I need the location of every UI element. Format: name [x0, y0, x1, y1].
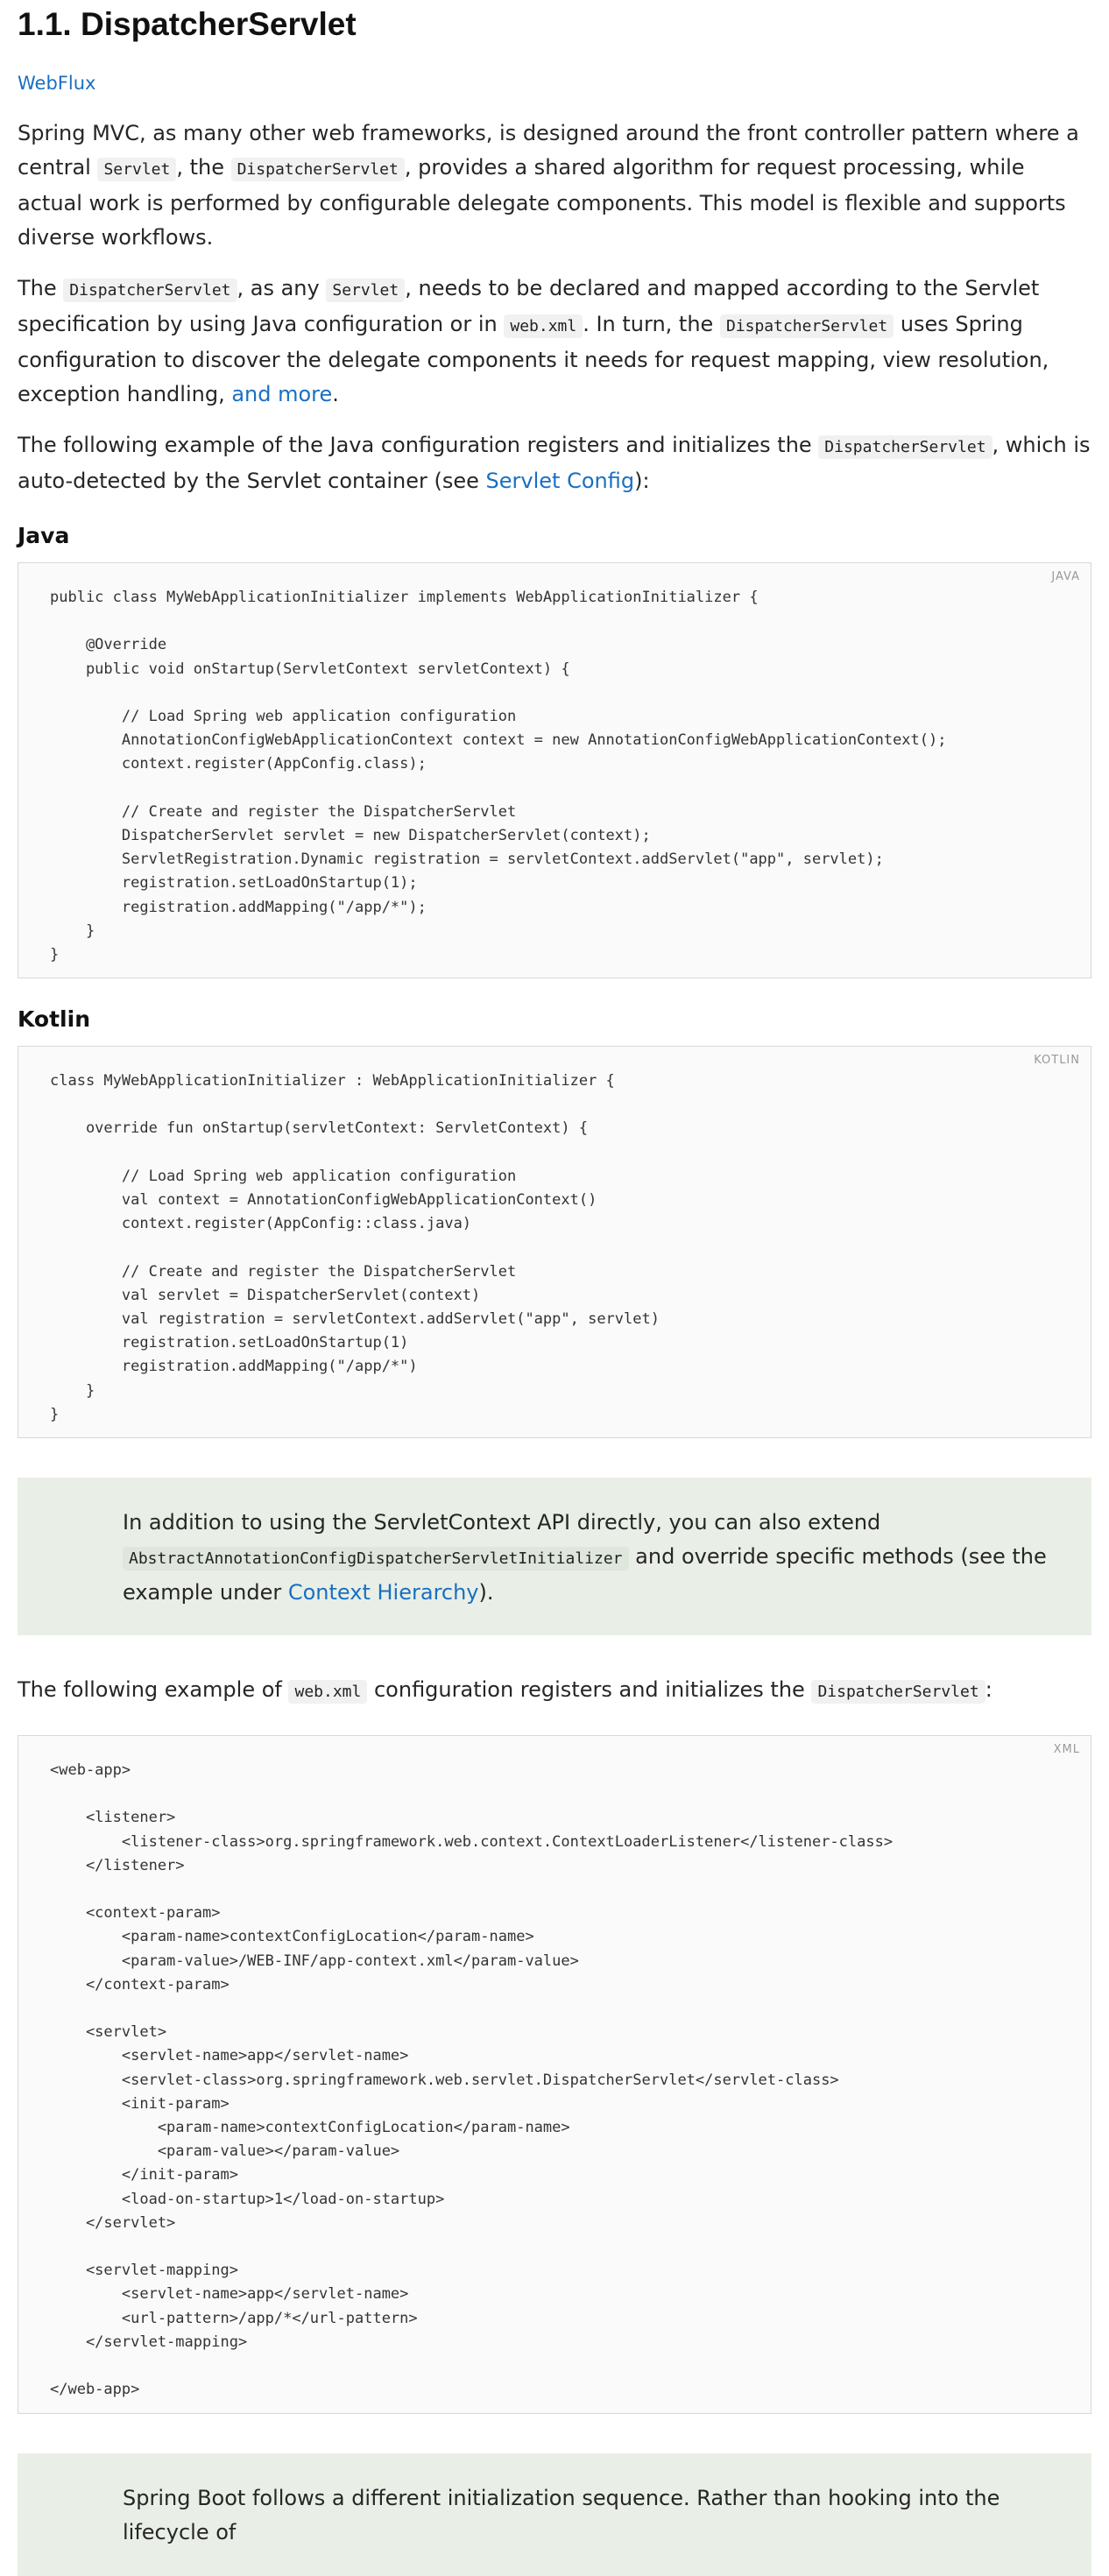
- text: Spring MVC, as many other web frameworks, is designed around the front controller pattern where a central: [18, 121, 1079, 180]
- and-more-link[interactable]: and more: [231, 382, 333, 406]
- intro-paragraph: [18, 116, 1091, 255]
- text: .: [332, 382, 339, 406]
- inline-code: Servlet: [97, 158, 176, 181]
- inline-code: DispatcherServlet: [818, 435, 992, 459]
- text: . In turn, the: [583, 312, 720, 336]
- java-heading: Java: [18, 523, 70, 548]
- text: :: [985, 1677, 992, 1702]
- inline-code: AbstractAnnotationConfigDispatcherServletInitializer: [123, 1547, 629, 1570]
- code-listing: public class MyWebApplicationInitializer implements WebApplicationInitializer { @Override public void onStartup(ServletContext servletContext) { // Load Spring web application configuration AnnotationConfigWebApplicationContext context = new AnnotationConfigWebApplicationContext(); context.register(AppConfig.class); // Create and register the DispatcherServlet DispatcherServlet servlet = new DispatcherServlet(context); ServletRegistration.Dynamic registration = servletContext.addServlet("app", servlet); registration.setLoadOnStartup(1); registration.addMapping("/app/*"); } }: [50, 589, 947, 964]
- web-xml-paragraph: [18, 1673, 1091, 1709]
- text: The following example of: [18, 1677, 289, 1702]
- text: , as any: [237, 276, 327, 300]
- inline-code: DispatcherServlet: [63, 279, 237, 302]
- inline-code: DispatcherServlet: [811, 1680, 985, 1704]
- xml-code-block: [18, 1735, 1091, 2414]
- code-listing: class MyWebApplicationInitializer : WebApplicationInitializer { override fun onStartup(servletContext: ServletContext) { // Load Spring web application configuration val context = AnnotationConfigWebApplicationContext() context.register(AppConfig::class.java) // Create and register the DispatcherServlet val servlet = DispatcherServlet(context) val registration = servletContext.addServlet("app", servlet) registration.setLoadOnStartup(1) registration.addMapping("/app/*") } }: [50, 1072, 660, 1423]
- text: ):: [634, 469, 650, 493]
- language-tag: JAVA: [1051, 570, 1080, 583]
- inline-code: DispatcherServlet: [720, 314, 894, 338]
- language-tag: KOTLIN: [1034, 1054, 1080, 1067]
- kotlin-heading: Kotlin: [18, 1006, 90, 1032]
- java-code-block: [18, 562, 1091, 978]
- declaration-paragraph: [18, 272, 1091, 412]
- code-listing: <web-app> <listener> <listener-class>org.springframework.web.context.ContextLoaderListener</listener-class> </listener> <context-param> <param-name>contextConfigLocation</param-name> <param-value>/WEB-INF/app-context.xml</param-value> </context-param> <servlet> <servlet-name>app</servlet-name> <servlet-class>org.springframework.web.servlet.DispatcherServlet</servlet-class> <init-param> <param-name>contextConfigLocation</param-name> <param-value></param-value> </init-param> <load-on-startup>1</load-on-startup> </servlet> <servlet-mapping> <servlet-name>app</servlet-name> <url-pattern>/app/*</url-pattern> </servlet-mapping> </web-app>: [50, 1761, 894, 2399]
- text: ).: [478, 1580, 494, 1605]
- inline-code: web.xml: [504, 314, 583, 338]
- text: , the: [176, 155, 231, 180]
- tip-text: [123, 1506, 1056, 1610]
- webflux-link[interactable]: WebFlux: [18, 73, 96, 94]
- text: The following example of the Java configuration registers and initializes the: [18, 433, 819, 457]
- inline-code: DispatcherServlet: [231, 158, 405, 181]
- text: and override specific methods (see the example under: [123, 1544, 1047, 1605]
- inline-code: web.xml: [288, 1680, 367, 1704]
- text: configuration registers and initializes the: [367, 1677, 812, 1702]
- text: , which is auto-detected by the Servlet container (see: [18, 433, 1091, 493]
- servlet-config-link[interactable]: Servlet Config: [485, 469, 635, 493]
- context-hierarchy-link[interactable]: Context Hierarchy: [287, 1580, 479, 1605]
- spring-boot-text: Spring Boot follows a different initialization sequence. Rather than hooking into the lifecycle of: [123, 2486, 1000, 2544]
- kotlin-code-block: [18, 1046, 1091, 1438]
- text: uses Spring configuration to discover the delegate components it needs for request mapping, view resolution, exception handling,: [18, 312, 1049, 406]
- text: The: [18, 276, 64, 300]
- language-tag: XML: [1053, 1743, 1080, 1756]
- spring-boot-admonition: [18, 2453, 1091, 2576]
- inline-code: Servlet: [326, 279, 405, 302]
- text: , provides a shared algorithm for request processing, while actual work is performed by configurable delegate components. This model is flexible and supports diverse workflows.: [18, 155, 1066, 250]
- page-title: 1.1. DispatcherServlet: [18, 6, 357, 42]
- text: In addition to using the ServletContext API directly, you can also extend: [123, 1510, 881, 1535]
- tip-admonition: [18, 1478, 1091, 1635]
- text: , needs to be declared and mapped according to the Servlet specification by using Java configuration or in: [18, 276, 1040, 336]
- java-config-paragraph: [18, 428, 1091, 498]
